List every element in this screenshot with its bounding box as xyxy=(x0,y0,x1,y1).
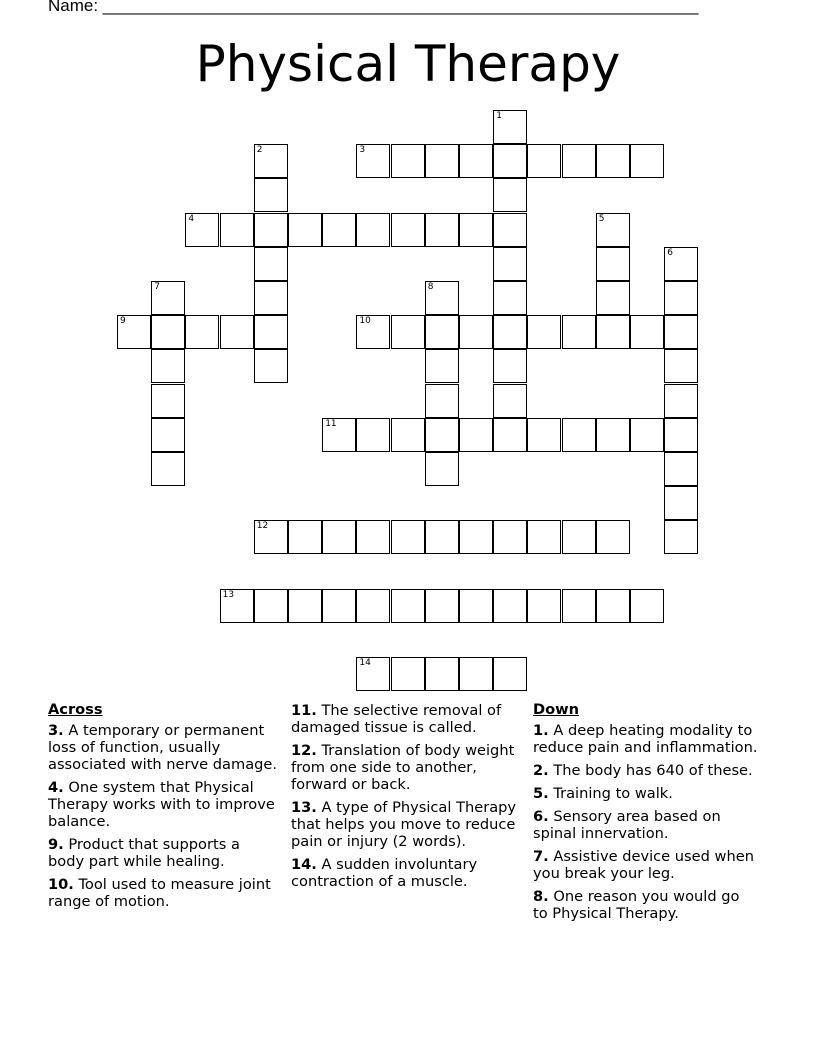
grid-cell[interactable] xyxy=(527,144,561,178)
grid-cell[interactable] xyxy=(322,418,356,452)
grid-cell[interactable] xyxy=(425,384,459,418)
grid-cell[interactable] xyxy=(288,589,322,623)
grid-cell[interactable] xyxy=(459,589,493,623)
across-clue: 4. One system that Physical Therapy works with to improve balance. xyxy=(48,779,275,830)
clue-number: 8 xyxy=(427,282,434,292)
grid-cell[interactable] xyxy=(493,281,527,315)
grid-cell[interactable] xyxy=(630,144,664,178)
page-title: Physical Therapy xyxy=(195,35,621,93)
grid-cell[interactable] xyxy=(425,520,459,554)
grid-cell[interactable] xyxy=(562,418,596,452)
grid-cell[interactable] xyxy=(562,589,596,623)
grid-cell[interactable] xyxy=(596,281,630,315)
down-clue: 1. A deep heating modality to reduce pain and inflammation. xyxy=(533,722,758,756)
grid-cell[interactable] xyxy=(664,418,698,452)
grid-cell[interactable] xyxy=(356,520,390,554)
grid-cell[interactable] xyxy=(664,384,698,418)
grid-cell[interactable] xyxy=(220,213,254,247)
grid-cell[interactable] xyxy=(630,315,664,349)
grid-cell[interactable] xyxy=(425,144,459,178)
name-field[interactable]: Name: _______________________________________________________________ xyxy=(48,0,699,15)
grid-cell[interactable] xyxy=(425,213,459,247)
grid-cell[interactable] xyxy=(391,520,425,554)
grid-cell[interactable] xyxy=(596,144,630,178)
clue-number: 10 xyxy=(359,316,371,327)
grid-cell[interactable] xyxy=(493,213,527,247)
grid-cell[interactable] xyxy=(493,384,527,418)
clue-column-3 xyxy=(533,701,758,928)
grid-cell[interactable] xyxy=(425,589,459,623)
grid-cell[interactable] xyxy=(664,281,698,315)
down-clue: 5. Training to walk. xyxy=(533,785,673,802)
grid-cell[interactable] xyxy=(596,247,630,281)
grid-cell[interactable] xyxy=(425,452,459,486)
clue-number: 14 xyxy=(359,658,371,669)
grid-cell[interactable] xyxy=(391,418,425,452)
grid-cell[interactable] xyxy=(596,315,630,349)
clue-number: 13 xyxy=(222,589,235,600)
grid-cell[interactable] xyxy=(322,520,356,554)
grid-cell[interactable] xyxy=(664,349,698,383)
grid-cell[interactable] xyxy=(254,315,288,349)
down-clue: 8. One reason you would go to Physical Therapy. xyxy=(533,888,740,922)
grid-cell[interactable] xyxy=(459,418,493,452)
grid-cell[interactable] xyxy=(356,144,390,178)
across-heading: Across xyxy=(48,701,103,718)
grid-cell[interactable] xyxy=(493,520,527,554)
grid-cell[interactable] xyxy=(356,418,390,452)
across-clue: 3. A temporary or permanent loss of function, usually associated with nerve damage. xyxy=(48,722,278,773)
grid-cell[interactable] xyxy=(493,247,527,281)
grid-cell[interactable] xyxy=(493,144,527,178)
grid-cell[interactable] xyxy=(596,213,630,247)
across-clue: 9. Product that supports a body part while healing. xyxy=(48,836,240,870)
down-clue: 6. Sensory area based on spinal innervation. xyxy=(533,808,721,842)
grid-cell[interactable] xyxy=(493,349,527,383)
grid-cell[interactable] xyxy=(459,520,493,554)
grid-cell[interactable] xyxy=(562,520,596,554)
grid-cell[interactable] xyxy=(459,144,493,178)
grid-cell[interactable] xyxy=(220,589,254,623)
grid-cell[interactable] xyxy=(493,418,527,452)
grid-cell[interactable] xyxy=(630,418,664,452)
clue-number: 2 xyxy=(256,145,263,156)
grid-cell[interactable] xyxy=(596,520,630,554)
grid-cell[interactable] xyxy=(391,657,425,691)
clue-column-1 xyxy=(48,701,280,916)
clue-column-2 xyxy=(291,702,523,896)
clue-number: 7 xyxy=(154,282,160,292)
grid-cell[interactable] xyxy=(288,213,322,247)
grid-cell[interactable] xyxy=(254,520,288,554)
grid-cell[interactable] xyxy=(151,315,185,349)
grid-cell[interactable] xyxy=(562,315,596,349)
grid-cell[interactable] xyxy=(254,178,288,212)
grid-cell[interactable] xyxy=(425,418,459,452)
down-heading: Down xyxy=(533,701,580,718)
across-clue: 14. A sudden involuntary contraction of a muscle. xyxy=(291,856,478,890)
clue-number: 5 xyxy=(598,213,605,224)
grid-cell[interactable] xyxy=(356,213,390,247)
grid-cell[interactable] xyxy=(493,657,527,691)
grid-cell[interactable] xyxy=(322,589,356,623)
grid-cell[interactable] xyxy=(254,349,288,383)
grid-cell[interactable] xyxy=(185,213,219,247)
grid-cell[interactable] xyxy=(425,281,459,315)
grid-cell[interactable] xyxy=(254,589,288,623)
grid-cell[interactable] xyxy=(493,315,527,349)
grid-cell[interactable] xyxy=(425,349,459,383)
grid-cell[interactable] xyxy=(117,315,151,349)
grid-cell[interactable] xyxy=(254,144,288,178)
grid-cell[interactable] xyxy=(527,520,561,554)
across-clue: 10. Tool used to measure joint range of motion. xyxy=(48,876,271,910)
grid-cell[interactable] xyxy=(391,589,425,623)
grid-cell[interactable] xyxy=(459,213,493,247)
across-clue: 12. Translation of body weight from one side to another, forward or back. xyxy=(291,742,515,793)
grid-cell[interactable] xyxy=(391,213,425,247)
grid-cell[interactable] xyxy=(356,657,390,691)
clue-number: 1 xyxy=(496,111,502,121)
clue-number: 11 xyxy=(325,418,337,429)
across-clue: 13. A type of Physical Therapy that helps you move to reduce pain or injury (2 words). xyxy=(291,799,517,850)
grid-cell[interactable] xyxy=(322,213,356,247)
grid-cell[interactable] xyxy=(493,110,527,144)
grid-cell[interactable] xyxy=(664,315,698,349)
grid-cell[interactable] xyxy=(185,315,219,349)
grid-cell[interactable] xyxy=(254,213,288,247)
grid-cell[interactable] xyxy=(459,315,493,349)
clue-number: 6 xyxy=(667,247,673,258)
clue-number: 4 xyxy=(188,213,195,224)
grid-cell[interactable] xyxy=(391,315,425,349)
grid-cell[interactable] xyxy=(151,452,185,486)
grid-cell[interactable] xyxy=(493,589,527,623)
grid-cell[interactable] xyxy=(664,486,698,520)
grid-cell[interactable] xyxy=(527,315,561,349)
grid-cell[interactable] xyxy=(151,418,185,452)
grid-cell[interactable] xyxy=(288,520,322,554)
grid-cell[interactable] xyxy=(151,384,185,418)
grid-cell[interactable] xyxy=(664,520,698,554)
down-clue: 2. The body has 640 of these. xyxy=(533,762,753,779)
grid-cell[interactable] xyxy=(220,315,254,349)
grid-cell[interactable] xyxy=(596,418,630,452)
grid-cell[interactable] xyxy=(391,144,425,178)
grid-cell[interactable] xyxy=(664,247,698,281)
grid-cell[interactable] xyxy=(664,452,698,486)
grid-cell[interactable] xyxy=(425,657,459,691)
grid-cell[interactable] xyxy=(356,589,390,623)
across-clue: 11. The selective removal of damaged tissue is called. xyxy=(291,702,502,736)
grid-cell[interactable] xyxy=(527,418,561,452)
grid-cell[interactable] xyxy=(493,178,527,212)
clue-number: 3 xyxy=(359,145,366,156)
grid-cell[interactable] xyxy=(254,247,288,281)
grid-cell[interactable] xyxy=(527,589,561,623)
grid-cell[interactable] xyxy=(459,657,493,691)
grid-cell[interactable] xyxy=(630,589,664,623)
grid-cell[interactable] xyxy=(425,315,459,349)
grid-cell[interactable] xyxy=(151,281,185,315)
grid-cell[interactable] xyxy=(254,281,288,315)
down-clue: 7. Assistive device used when you break your leg. xyxy=(533,848,754,882)
grid-cell[interactable] xyxy=(596,589,630,623)
clue-number: 9 xyxy=(120,316,126,327)
grid-cell[interactable] xyxy=(151,349,185,383)
grid-cell[interactable] xyxy=(356,315,390,349)
grid-cell[interactable] xyxy=(562,144,596,178)
clue-number: 12 xyxy=(256,521,269,532)
